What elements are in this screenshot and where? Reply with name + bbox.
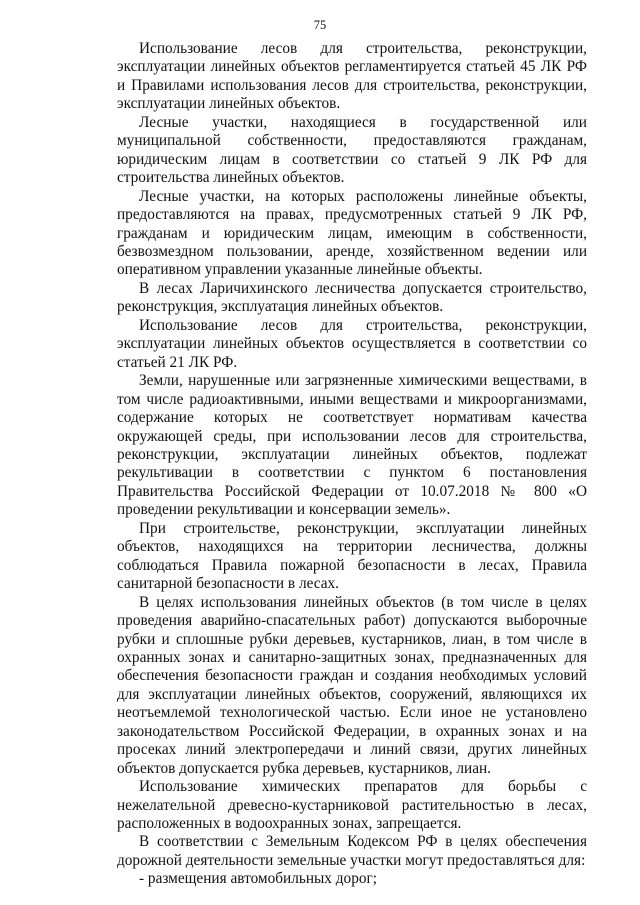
paragraph-plots-with-linear-objects: Лесные участки, на которых расположены линейные объекты, предоставляются на правах, предусмотренных статьей 9 ЛК РФ, гражданам и юридическим лицам, имеющим в собственности, безвозмездном пользовании, аренде, хозяйственном ведении или оперативном управлении указанные линейные объекты. bbox=[117, 187, 587, 279]
paragraph-larichikha-forestry: В лесах Ларичихинского лесничества допускается строительство, реконструкция, эксплуатация линейных объектов. bbox=[117, 279, 587, 316]
paragraph-land-code-roads: В соответствии с Земельным Кодексом РФ в целях обеспечения дорожной деятельности земельные участки могут предоставляться для: bbox=[117, 833, 587, 869]
page-number: 75 bbox=[313, 18, 327, 32]
document-body bbox=[117, 40, 587, 889]
paragraph-recultivation: Земли, нарушенные или загрязненные химическими веществами, в том числе радиоактивными, иными веществами и микроорганизмами, содержание которых не соответствует нормативам качества окружающей среды, при использовании лесов для строительства, реконструкции, эксплуатации линейных объектов, подлежат рекультивации в соответствии с пунктом 6 постановления Правительства Российской Федерации от 10.07.2018 № 800 «О проведении рекультивации и консервации земель». bbox=[117, 372, 587, 519]
list-item-roads: - размещения автомобильных дорог; bbox=[139, 870, 378, 888]
paragraph-fire-sanitary-rules: При строительстве, реконструкции, эксплуатации линейных объектов, находящихся на территории лесничества, должны соблюдаться Правила пожарной безопасности в лесах, Правила санитарной безопасности в лесах. bbox=[117, 519, 587, 593]
paragraph-article-21: Использование лесов для строительства, реконструкции, эксплуатации линейных объектов осуществляется в соответствии со статьей 21 ЛК РФ. bbox=[117, 316, 587, 371]
paragraph-linear-objects-regulation: Использование лесов для строительства, реконструкции, эксплуатации линейных объектов регламентируется статьей 45 ЛК РФ и Правилами использования лесов для строительства, реконструкции, эксплуатации линейных объектов. bbox=[117, 40, 587, 113]
paragraph-felling-in-zones: В целях использования линейных объектов (в том числе в целях проведения аварийно-спасательных работ) допускаются выборочные рубки и сплошные рубки деревьев, кустарников, лиан, в том числе в охранных зонах и санитарно-защитных зонах, предназначенных для обеспечения безопасности граждан и создания необходимых условий для эксплуатации линейных объектов, сооружений, являющихся их неотъемлемой технологической частью. Если иное не установлено законодательством Российской Федерации, в охранных зонах и на просеках линий электропередачи и линий связи, других линейных объектов допускается рубка деревьев, кустарников, лиан. bbox=[117, 593, 587, 777]
paragraph-state-municipal-plots: Лесные участки, находящиеся в государственной или муниципальной собственности, предоставляются гражданам, юридическим лицам в соответствии со статьей 9 ЛК РФ для строительства линейных объектов. bbox=[117, 113, 587, 187]
paragraph-chemicals-prohibited: Использование химических препаратов для борьбы с нежелательной древесно-кустарниковой растительностью в лесах, расположенных в водоохранных зонах, запрещается. bbox=[117, 778, 587, 833]
